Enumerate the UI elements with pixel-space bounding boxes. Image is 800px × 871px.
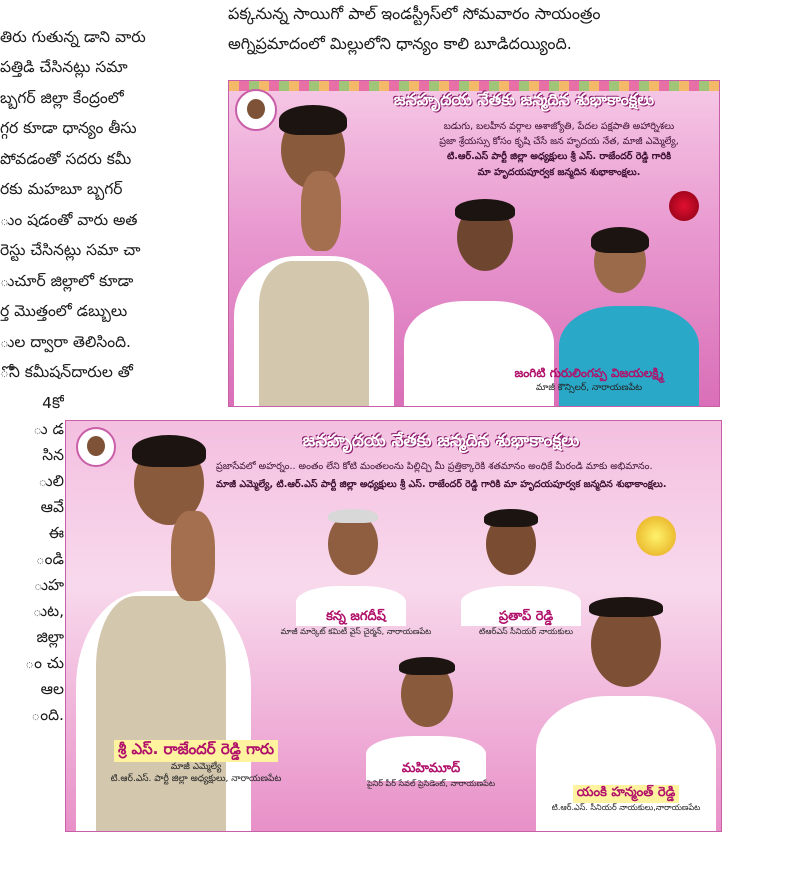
person-name-block <box>346 761 516 790</box>
ad-desc-line: మాజీ ఎమ్మెల్యే, టి.ఆర్.ఎస్ పార్టీ జిల్లా అధ్యక్షులు శ్రీ ఎస్. రాజేందర్ రెడ్డి గారికి మా హృదయపూర్వక జన్మదిన శుభాకాంక్షలు. <box>216 479 667 490</box>
ad-desc-line: మా హృదయపూర్వక జన్మదిన శుభాకాంక్షలు. <box>477 167 641 178</box>
person-name: యంకి హన్మంత్ రెడ్డి <box>573 785 679 803</box>
column-line: పత్తిడి చేసినట్లు సమా <box>0 58 128 76</box>
person-name-block <box>446 609 606 638</box>
ad-desc-line: బడుగు, బలహీన వర్గాల ఆశాజ్యోతి, పేదల పక్షపాతి అహార్నిశలు <box>443 121 675 132</box>
column-line: రకు మహబూ బ్బగర్ <box>0 180 123 198</box>
honoree-name: జంగిటి గురులింగప్ప విజయలక్ష్మి <box>514 366 664 380</box>
column-line: పోవడంతో సదరు కమీ <box>0 150 132 168</box>
person-name: కన్న జగదీష్ <box>326 609 386 624</box>
ad-desc-line: ప్రజా శ్రేయస్సు కోసం కృషి చేసే జన హృదయ నేత, మాజీ ఎమ్మెల్యే, <box>439 136 679 147</box>
person-name: మహిమూద్ <box>401 761 461 776</box>
column-line: ోని కమీషన్‌దారుల తో <box>0 363 133 381</box>
person-role: మాజీ మార్కెట్ కమిటీ వైస్ చైర్మన్, నారాయణపేట <box>280 627 432 636</box>
column-line: రెస్టు చేసినట్లు సమా చా <box>0 241 141 259</box>
column-fragment: ండి <box>35 550 64 568</box>
column-fragment: సిన <box>42 446 64 464</box>
column-fragment: జిల్లా <box>36 628 64 646</box>
leader-role: మాజీ ఎమ్మెల్యే <box>170 762 222 772</box>
person-role: టిఆర్‌ఎస్ సీనియర్ నాయకులు <box>479 627 573 636</box>
column-fragment: ుహ <box>33 576 64 594</box>
kcr-photo-icon <box>235 89 277 131</box>
birthday-ad-bottom <box>65 420 722 832</box>
leader-name-block <box>86 739 306 786</box>
article-line-2: అగ్నిప్రమాదంలో మిల్లులోని ధాన్యం కాలి బూడిదయ్యింది. <box>228 34 572 53</box>
ad-desc-line: టి.ఆర్.ఎస్ పార్టీ జిల్లా అధ్యక్షులు శ్రీ ఎస్. రాజేందర్ రెడ్డి గారికి <box>446 151 672 162</box>
column-fragment: ులి <box>38 472 64 490</box>
column-line: ర్త మొత్తంలో డబ్బులు <box>0 302 128 320</box>
column-fragment: ఆల <box>40 680 64 698</box>
honoree-designation: మాజీ కౌన్సిలర్, నారాయణపేట <box>535 383 643 393</box>
person-role: పైనిర్ పీర్ సేవల్ ప్రెసిడెంట్, నారాయణపేట <box>366 779 496 788</box>
ad-desc-line: ప్రజాసేవలో అహర్నం.. అంతం లేని కోటి మంతలంను పిల్లిచ్చి మీ ప్రత్తిక్కారెకి శతమానం అంధికే మీరండి మాకు అభిమానం. <box>216 461 653 472</box>
article-line-1: పక్కనున్న సాయిగో పాల్ ఇండస్ట్రీస్‌లో సోమవారం సాయంత్రం <box>228 4 601 23</box>
column-fragment: ంది. <box>31 706 64 724</box>
column-fragment: ం చు <box>25 654 64 672</box>
column-fragment: ు డ <box>33 420 64 438</box>
column-line: ుచూర్ జిల్లాలో కూడా <box>0 272 134 290</box>
column-fragment: ుట, <box>32 602 64 620</box>
column-line: బ్బగర్ జిల్లా కేంద్రంలో <box>0 89 124 107</box>
rose-icon <box>669 191 699 221</box>
honoree-name-block <box>469 366 709 395</box>
leader-org: టి.ఆర్.ఎస్. పార్టీ జిల్లా అధ్యక్షులు, నారాయణపేట <box>110 774 282 784</box>
column-line: ుం షడంతో వారు అత <box>0 211 138 229</box>
column-line: గ్గర కూడా ధాన్యం తీసు <box>0 119 137 137</box>
person-role: టి.ఆర్.ఎస్. సీనియర్ నాయకులు,నారాయణపేట <box>551 803 701 812</box>
column-fragment: 4కో <box>42 394 64 412</box>
person-name-block <box>536 781 716 814</box>
ad-title: జనహృదయ నేతకు జన్మదిన శుభాకాంక్షలు <box>302 431 580 451</box>
leader-name: శ్రీ ఎస్. రాజేందర్ రెడ్డి గారు <box>114 740 278 762</box>
person-name-block <box>276 609 436 638</box>
column-line: ుల ద్వారా తెలిసింది. <box>0 333 131 351</box>
person-name: ప్రతాప్ రెడ్డి <box>498 609 554 624</box>
column-fragment: ఈ <box>48 524 64 542</box>
ad-title: జనహృదయ నేతకు జన్మదిన శుభాకాంక్షలు <box>393 90 655 109</box>
column-line: తిరు గుతున్న డాని వారు <box>0 28 146 46</box>
flower-bouquet-icon <box>636 516 676 556</box>
kcr-photo-icon <box>76 427 116 467</box>
column-fragment: ఆవే <box>40 498 64 516</box>
birthday-ad-top <box>228 80 720 407</box>
